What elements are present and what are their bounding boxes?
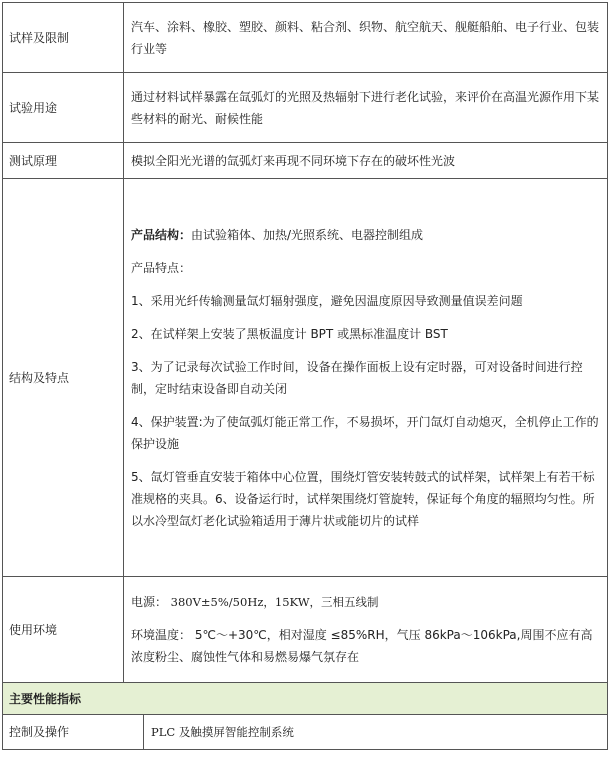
env-label: 环境温度： (131, 628, 192, 642)
row-value (124, 73, 608, 143)
features-title: 产品特点： (131, 260, 192, 275)
spec-table (2, 2, 608, 750)
row-label: 结构及特点 (3, 179, 124, 577)
env-value: 5℃～+30℃，相对湿度 ≤85%RH，气压 86kPa～106kPa,周围不应有高浓度粉尘、腐蚀性气体和易燃易爆气氛存在 (131, 628, 593, 664)
section-header-row (3, 683, 608, 715)
feature-item: 5、氙灯管垂直安装于箱体中心位置，围绕灯管安装转鼓式的试样架，试样架上有若干标准规格的夹具。6、设备运行时，试样架围绕灯管旋转，保证每个角度的辐照均匀性。所以水冷型氙灯老化试验箱适用于薄片状或能切片的试样 (131, 469, 595, 528)
section-title: 主要性能指标 (3, 683, 608, 715)
row-label: 试样及限制 (3, 3, 124, 73)
feature-item: 3、为了记录每次试验工作时间，设备在操作面板上设有定时器，可对设备时间进行控制，定时结束设备即自动关闭 (131, 359, 583, 396)
power-label: 电源： (131, 595, 168, 609)
structure-text: 由试验箱体、加热/光照系统、电器控制组成 (191, 227, 424, 242)
table-row (3, 577, 608, 683)
feature-item: 4、保护装置:为了使氙弧灯能正常工作，不易损坏，开门氙灯自动熄灭，全机停止工作的保护设施 (131, 414, 599, 451)
row-text: 通过材料试样暴露在氙弧灯的光照及热辐射下进行老化试验，来评价在高温光源作用下某些材料的耐光、耐候性能 (131, 89, 600, 126)
feature-item: 2、在试样架上安装了黑板温度计 BPT 或黑标准温度计 BST (131, 326, 448, 341)
row-value (124, 577, 608, 683)
row-label: 试验用途 (3, 73, 124, 143)
table-row (3, 715, 608, 750)
row-text: 模拟全阳光光谱的氙弧灯来再现不同环境下存在的破坏性光波 (131, 153, 456, 168)
row-value: PLC 及触摸屏智能控制系统 (151, 725, 294, 739)
row-text: 汽车、涂料、橡胶、塑胶、颜料、粘合剂、织物、航空航天、舰艇船舶、电子行业、包装行业等 (131, 19, 600, 56)
row-value (124, 143, 608, 179)
row-value (124, 179, 608, 577)
power-value: 380V±5%/50Hz，15KW，三相五线制 (167, 595, 379, 609)
row-value (124, 3, 608, 73)
structure-title: 产品结构： (131, 227, 192, 242)
row-label: 控制及操作 (3, 715, 144, 749)
table-row (3, 3, 608, 73)
table-row (3, 73, 608, 143)
row-label: 使用环境 (3, 577, 124, 683)
row-label: 测试原理 (3, 143, 124, 179)
control-row (3, 715, 607, 749)
feature-item: 1、采用光纤传输测量氙灯辐射强度，避免因温度原因导致测量值误差问题 (131, 293, 523, 308)
table-row (3, 143, 608, 179)
table-row (3, 179, 608, 577)
